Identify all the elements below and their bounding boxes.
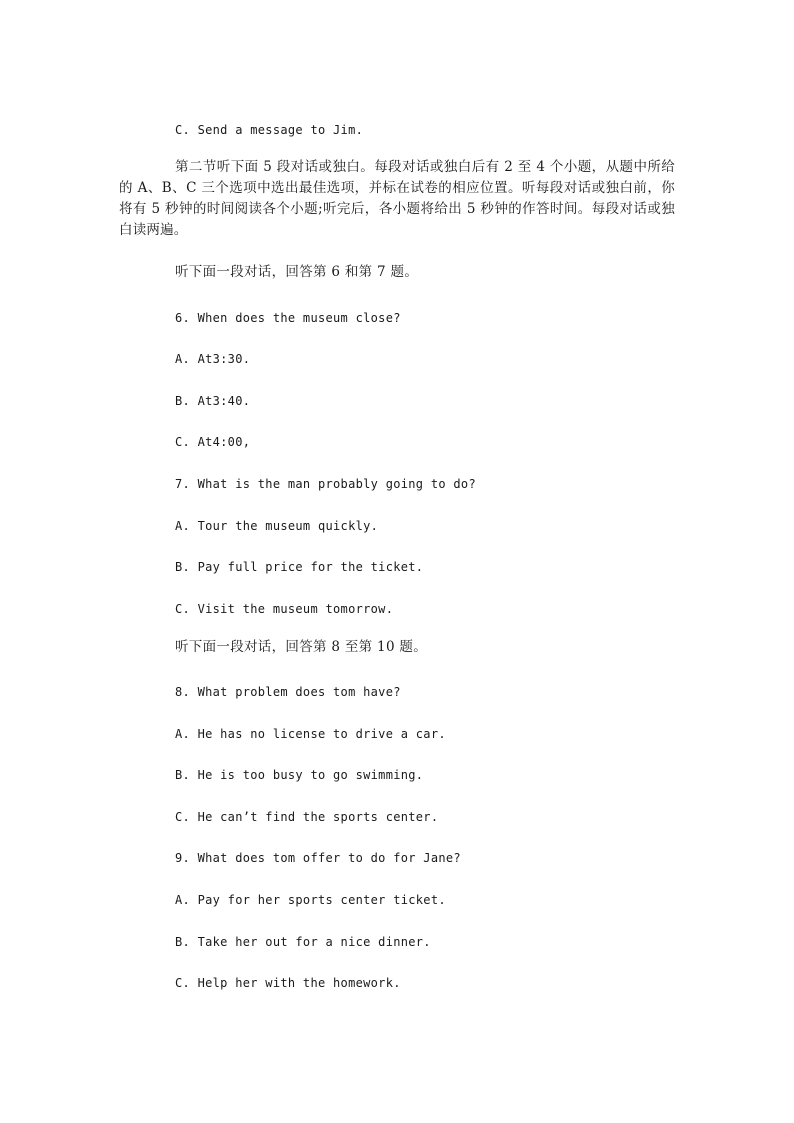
question-9-option-a: A. Pay for her sports center ticket. <box>175 893 446 907</box>
question-6-option-a: A. At3:30. <box>175 352 251 366</box>
question-8-option-c: C. He can’t find the sports center. <box>175 810 439 824</box>
question-7-option-b: B. Pay full price for the ticket. <box>175 560 424 574</box>
question-9-option-c: C. Help her with the homework. <box>175 976 401 990</box>
dialog-instruction-6-7: 听下面一段对话，回答第 6 和第 7 题。 <box>175 264 419 280</box>
dialog-instruction-8-10: 听下面一段对话，回答第 8 至第 10 题。 <box>175 639 428 655</box>
question-7: 7. What is the man probably going to do? <box>175 477 476 491</box>
question-6: 6. When does the museum close? <box>175 311 401 325</box>
question-9: 9. What does tom offer to do for Jane? <box>175 851 461 865</box>
question-7-option-c: C. Visit the museum tomorrow. <box>175 602 394 616</box>
question-7-option-a: A. Tour the museum quickly. <box>175 519 379 533</box>
option-c-previous: C. Send a message to Jim. <box>175 123 364 137</box>
question-6-option-b: B. At3:40. <box>175 394 251 408</box>
section-two-instructions: 第二节听下面 5 段对话或独白。每段对话或独白后有 2 至 4 个小题，从题中所给的 A、B、C 三个选项中选出最佳选项，并标在试卷的相应位置。听每段对话或独白前，你将有 5 秒钟的时间阅读各个小题;听完后，各小题将给出 5 秒钟的作答时间。每段对话或独白读两遍。 <box>119 159 675 238</box>
question-8: 8. What problem does tom have? <box>175 685 401 699</box>
question-8-option-a: A. He has no license to drive a car. <box>175 727 446 741</box>
question-6-option-c: C. At4:00, <box>175 435 251 449</box>
question-8-option-b: B. He is too busy to go swimming. <box>175 768 424 782</box>
question-9-option-b: B. Take her out for a nice dinner. <box>175 935 431 949</box>
